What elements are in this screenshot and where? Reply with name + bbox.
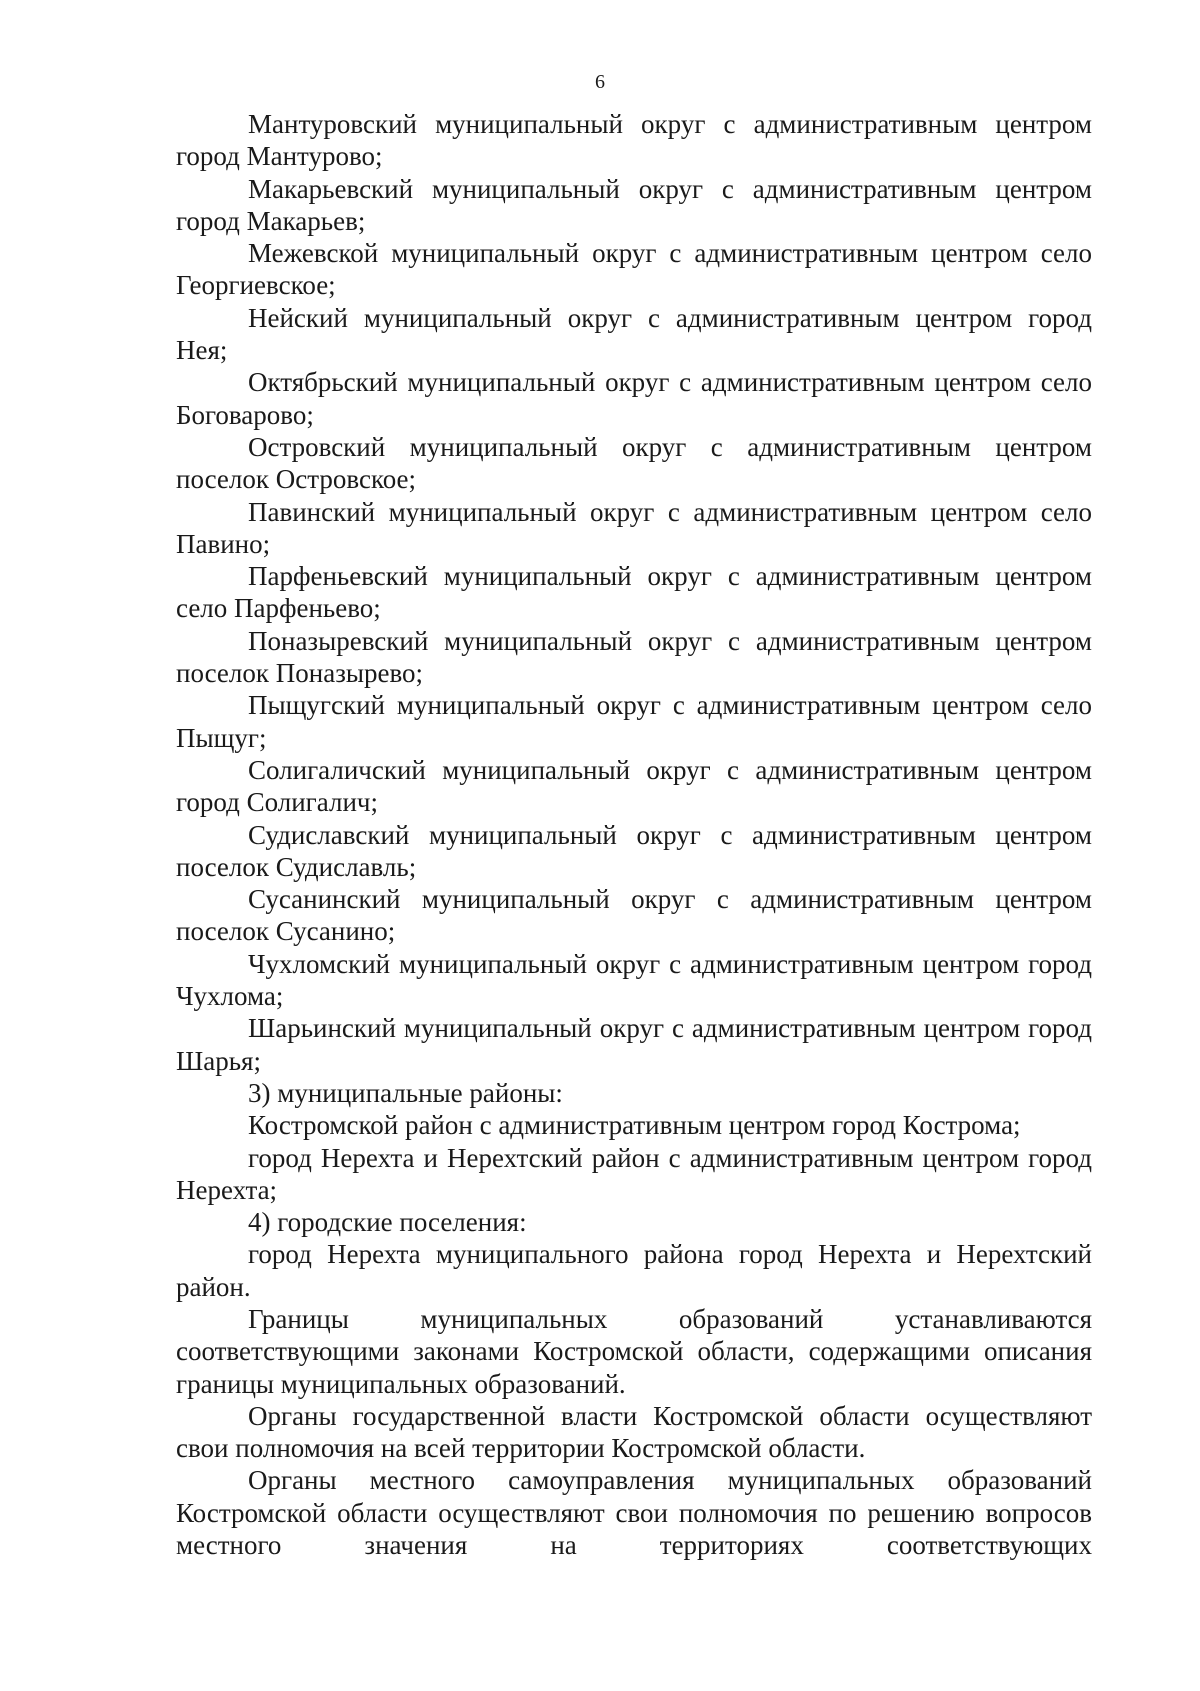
paragraph: Островский муниципальный округ с административным центром поселок Островское; bbox=[176, 431, 1092, 495]
paragraph: город Нерехта муниципального района город Нерехта и Нерехтский район. bbox=[176, 1239, 1092, 1302]
paragraph: Поназыревский муниципальный округ с административным центром поселок Поназырево; bbox=[176, 625, 1092, 689]
paragraph: Сусанинский муниципальный округ с административным центром поселок Сусанино; bbox=[176, 884, 1092, 947]
paragraph: Мантуровский муниципальный округ с административным центром город Мантурово; bbox=[176, 109, 1092, 172]
paragraph: Нейский муниципальный округ с административным центром город Нея; bbox=[176, 302, 1092, 366]
paragraph: Павинский муниципальный округ с административным центром село Павино; bbox=[176, 496, 1092, 559]
paragraph: Шарьинский муниципальный округ с административным центром город Шарья; bbox=[176, 1013, 1092, 1076]
list-heading: 3) муниципальные районы: bbox=[248, 1077, 563, 1108]
paragraph: Макарьевский муниципальный округ с административным центром город Макарьев; bbox=[176, 173, 1092, 236]
paragraph: Органы государственной власти Костромской области осуществляют свои полномочия на всей территории Костромской области. bbox=[176, 1400, 1092, 1464]
paragraph: Границы муниципальных образований устанавливаются соответствующими законами Костромской области, содержащими описания границы муниципальных образований. bbox=[176, 1303, 1092, 1399]
paragraph: Солигаличский муниципальный округ с административным центром город Солигалич; bbox=[176, 754, 1092, 818]
paragraph: Пыщугский муниципальный округ с административным центром село Пыщуг; bbox=[176, 690, 1092, 753]
paragraph: Парфеньевский муниципальный округ с административным центром село Парфеньево; bbox=[176, 561, 1092, 624]
paragraph: Октябрьский муниципальный округ с административным центром село Боговарово; bbox=[176, 367, 1092, 430]
paragraph: Межевской муниципальный округ с административным центром село Георгиевское; bbox=[176, 238, 1092, 301]
page-number: 6 bbox=[595, 71, 605, 93]
paragraph: Судиславский муниципальный округ с административным центром поселок Судиславль; bbox=[176, 819, 1092, 882]
paragraph: город Нерехта и Нерехтский район с административным центром город Нерехта; bbox=[176, 1142, 1092, 1205]
list-heading: 4) городские поселения: bbox=[248, 1207, 527, 1238]
paragraph: Органы местного самоуправления муниципальных образований Костромской области осуществляют свои полномочия по решению вопросов местного значения на территориях соответствующих bbox=[176, 1465, 1092, 1561]
document-body bbox=[176, 108, 1092, 1561]
paragraph: Костромской район с административным центром город Кострома; bbox=[248, 1110, 1021, 1141]
paragraph: Чухломский муниципальный округ с административным центром город Чухлома; bbox=[176, 948, 1092, 1012]
